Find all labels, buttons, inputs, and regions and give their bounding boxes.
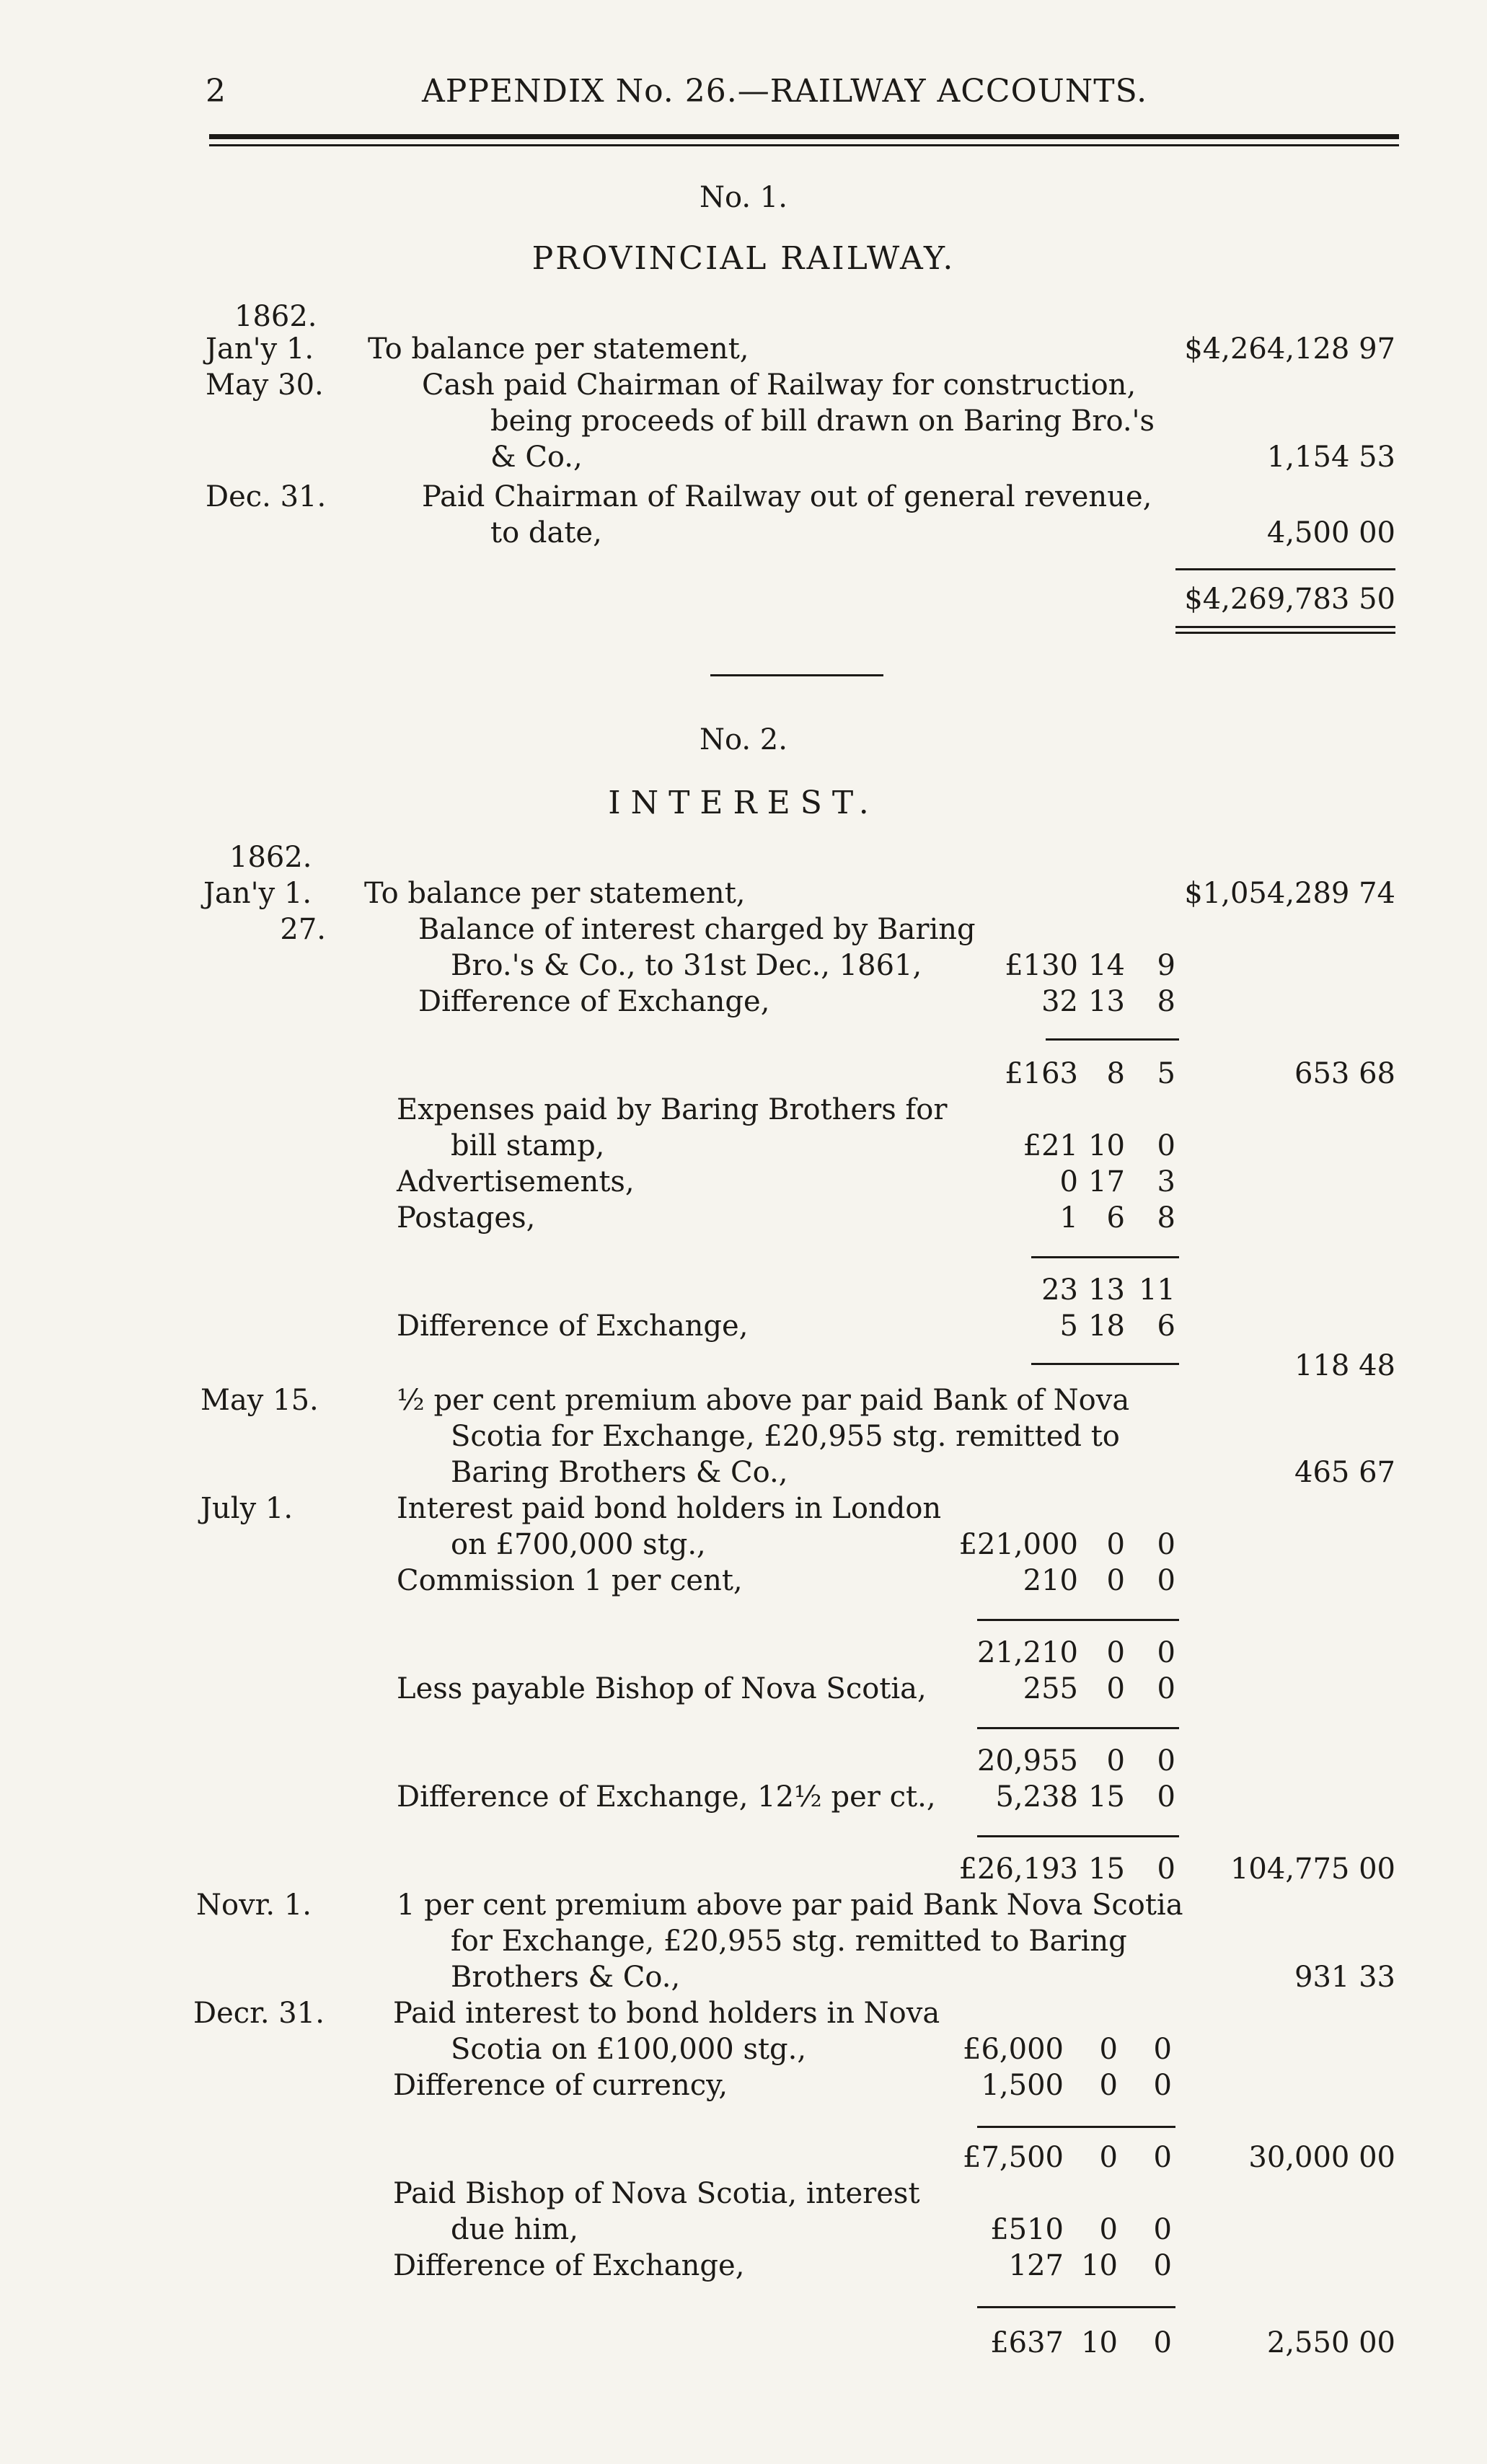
s2-pence: 5 <box>1157 1057 1175 1090</box>
s2-dollar-amount: $1,054,289 74 <box>1184 877 1395 910</box>
s2-text: Scotia for Exchange, £20,955 stg. remitted to <box>451 1420 1120 1453</box>
s2-text: Postages, <box>397 1201 536 1235</box>
s2-text: Paid Bishop of Nova Scotia, interest <box>393 2177 920 2210</box>
s2-shillings: 0 <box>1106 1672 1125 1705</box>
s1-entry2-line3: & Co., <box>490 441 583 474</box>
s1-total-rule-1 <box>1175 626 1395 628</box>
s2-date: May 15. <box>200 1384 319 1417</box>
s2-shillings: 0 <box>1099 2213 1118 2246</box>
section2-number: No. 2. <box>700 723 787 756</box>
s2-text: Difference of Exchange, <box>397 1310 749 1343</box>
s2-dollar-amount: 30,000 00 <box>1248 2141 1395 2174</box>
s2-pence: 0 <box>1153 2213 1172 2246</box>
s2-pounds: £6,000 <box>963 2033 1064 2066</box>
s2-shillings: 13 <box>1088 985 1125 1018</box>
page-header-title: APPENDIX No. 26.—RAILWAY ACCOUNTS. <box>422 73 1148 110</box>
section2-title: INTEREST. <box>608 785 879 821</box>
s1-sum-rule <box>1175 568 1395 570</box>
s2-shillings: 0 <box>1106 1744 1125 1778</box>
s2-pence: 0 <box>1157 1780 1175 1814</box>
s2-date: 27. <box>280 913 326 946</box>
s2-shillings: 17 <box>1088 1165 1125 1198</box>
s2-shillings: 15 <box>1088 1853 1125 1886</box>
s2-date: Jan'y 1. <box>203 877 312 910</box>
s2-pounds: 1 <box>1059 1201 1078 1235</box>
s2-shillings: 0 <box>1106 1564 1125 1597</box>
s2-pence: 0 <box>1157 1528 1175 1561</box>
s2-text: Commission 1 per cent, <box>397 1564 743 1597</box>
s2-pounds: 20,955 <box>977 1744 1078 1778</box>
s2-pounds: 21,210 <box>977 1636 1078 1669</box>
s2-pence: 0 <box>1153 2326 1172 2359</box>
s2-pence: 0 <box>1153 2069 1172 2102</box>
s2-text: Brothers & Co., <box>451 1961 681 1994</box>
s2-pounds: 255 <box>1023 1672 1078 1705</box>
s2-text: Difference of Exchange, 12½ per ct., <box>397 1780 936 1814</box>
s2-pounds: 0 <box>1059 1165 1078 1198</box>
s2-text: for Exchange, £20,955 stg. remitted to Baring <box>451 1925 1127 1958</box>
s2-shillings: 0 <box>1106 1528 1125 1561</box>
s2-shillings: 10 <box>1081 2249 1118 2282</box>
s2-dollar-amount: 104,775 00 <box>1230 1853 1395 1886</box>
s1-entry3-date: Dec. 31. <box>206 480 327 513</box>
s2-date: Decr. 31. <box>193 1997 325 2030</box>
page-number: 2 <box>206 73 226 110</box>
s2-pounds: 5 <box>1059 1310 1078 1343</box>
s2-shillings: 0 <box>1099 2033 1118 2066</box>
s2-text: Advertisements, <box>397 1165 635 1198</box>
s1-entry2-line1: Cash paid Chairman of Railway for construction, <box>422 368 1137 402</box>
s2-sum-rule <box>977 2126 1175 2128</box>
s2-shillings: 18 <box>1088 1310 1125 1343</box>
s2-pounds: £510 <box>990 2213 1064 2246</box>
s2-pence: 8 <box>1157 1201 1175 1235</box>
s2-pence: 0 <box>1153 2249 1172 2282</box>
s2-pounds: 32 <box>1041 985 1078 1018</box>
s2-shillings: 15 <box>1088 1780 1125 1814</box>
s2-text: To balance per statement, <box>364 877 746 910</box>
s2-sum-rule <box>977 1727 1179 1729</box>
s2-shillings: 10 <box>1081 2326 1118 2359</box>
section1-year: 1862. <box>234 300 317 333</box>
s2-text: Expenses paid by Baring Brothers for <box>397 1093 948 1126</box>
s2-text: Difference of currency, <box>393 2069 728 2102</box>
s2-shillings: 8 <box>1106 1057 1125 1090</box>
s2-pence: 0 <box>1153 2141 1172 2174</box>
section2-year: 1862. <box>229 841 312 874</box>
s1-entry1-amount: $4,264,128 97 <box>1184 332 1395 366</box>
s2-pounds: £163 <box>1005 1057 1078 1090</box>
s2-text: Scotia on £100,000 stg., <box>451 2033 807 2066</box>
section1-title: PROVINCIAL RAILWAY. <box>531 240 956 277</box>
s2-pence: 11 <box>1139 1273 1175 1307</box>
s2-pounds: £21 <box>1023 1129 1078 1162</box>
s2-date: July 1. <box>200 1492 294 1525</box>
s2-pounds: £7,500 <box>963 2141 1064 2174</box>
section-divider <box>710 674 883 676</box>
s2-text: Interest paid bond holders in London <box>397 1492 942 1525</box>
s2-pence: 0 <box>1157 1744 1175 1778</box>
s2-dollar-amount: 118 48 <box>1294 1349 1395 1382</box>
s2-sum-rule <box>1031 1256 1179 1258</box>
s2-pence: 0 <box>1157 1853 1175 1886</box>
s2-text: due him, <box>451 2213 578 2246</box>
s2-pence: 6 <box>1157 1310 1175 1343</box>
s2-pence: 0 <box>1157 1129 1175 1162</box>
s2-pounds: 1,500 <box>981 2069 1064 2102</box>
s2-text: Baring Brothers & Co., <box>451 1456 788 1489</box>
s2-pence: 8 <box>1157 985 1175 1018</box>
s2-text: Difference of Exchange, <box>393 2249 745 2282</box>
s2-pounds: 23 <box>1041 1273 1078 1307</box>
s1-entry2-amount: 1,154 53 <box>1266 441 1395 474</box>
s2-pounds: £26,193 <box>958 1853 1078 1886</box>
s2-pounds: £637 <box>990 2326 1064 2359</box>
s1-entry3-line2: to date, <box>490 516 602 549</box>
s1-total-rule-2 <box>1175 632 1395 634</box>
s2-dollar-amount: 931 33 <box>1294 1961 1395 1994</box>
s2-text: Difference of Exchange, <box>418 985 770 1018</box>
header-rule-thin <box>209 144 1399 146</box>
s2-shillings: 0 <box>1099 2141 1118 2174</box>
s2-pounds: 127 <box>1008 2249 1064 2282</box>
s2-shillings: 0 <box>1099 2069 1118 2102</box>
s1-entry1-text: To balance per statement, <box>368 332 749 366</box>
s1-entry2-line2: being proceeds of bill drawn on Baring Bro.'s <box>490 405 1155 438</box>
s2-pence: 0 <box>1157 1564 1175 1597</box>
s2-pence: 3 <box>1157 1165 1175 1198</box>
header-rule-thick <box>209 134 1399 139</box>
s1-entry3-line1: Paid Chairman of Railway out of general revenue, <box>422 480 1152 513</box>
s2-sum-rule <box>977 1835 1179 1837</box>
s2-text: Less payable Bishop of Nova Scotia, <box>397 1672 927 1705</box>
s2-text: Balance of interest charged by Baring <box>418 913 976 946</box>
s2-shillings: 10 <box>1088 1129 1125 1162</box>
s2-sum-rule <box>1046 1038 1179 1041</box>
s2-dollar-amount: 2,550 00 <box>1266 2326 1395 2359</box>
s2-dollar-amount: 653 68 <box>1294 1057 1395 1090</box>
s2-text: 1 per cent premium above par paid Bank Nova Scotia <box>397 1889 1183 1922</box>
s2-pounds: £130 <box>1005 949 1078 982</box>
s1-entry1-date: Jan'y 1. <box>206 332 314 366</box>
section1-number: No. 1. <box>700 181 787 214</box>
s2-dollar-amount: 465 67 <box>1294 1456 1395 1489</box>
s2-pence: 0 <box>1157 1636 1175 1669</box>
s2-pounds: 210 <box>1023 1564 1078 1597</box>
s2-shillings: 6 <box>1106 1201 1125 1235</box>
s2-text: bill stamp, <box>451 1129 605 1162</box>
s2-pounds: £21,000 <box>958 1528 1078 1561</box>
s2-pence: 0 <box>1153 2033 1172 2066</box>
s1-entry3-amount: 4,500 00 <box>1266 516 1395 549</box>
s2-text: Paid interest to bond holders in Nova <box>393 1997 940 2030</box>
s2-pence: 9 <box>1157 949 1175 982</box>
s2-text: ½ per cent premium above par paid Bank of Nova <box>397 1384 1130 1417</box>
s2-text: on £700,000 stg., <box>451 1528 706 1561</box>
s2-date: Novr. 1. <box>196 1889 312 1922</box>
s1-total: $4,269,783 50 <box>1184 583 1395 616</box>
s2-pounds: 5,238 <box>995 1780 1078 1814</box>
s1-entry2-date: May 30. <box>206 368 324 402</box>
s2-pence: 0 <box>1157 1672 1175 1705</box>
s2-sum-rule <box>977 2306 1175 2308</box>
s2-sum-rule <box>977 1619 1179 1621</box>
s2-text: Bro.'s & Co., to 31st Dec., 1861, <box>451 949 922 982</box>
s2-shillings: 0 <box>1106 1636 1125 1669</box>
s2-shillings: 14 <box>1088 949 1125 982</box>
s2-shillings: 13 <box>1088 1273 1125 1307</box>
